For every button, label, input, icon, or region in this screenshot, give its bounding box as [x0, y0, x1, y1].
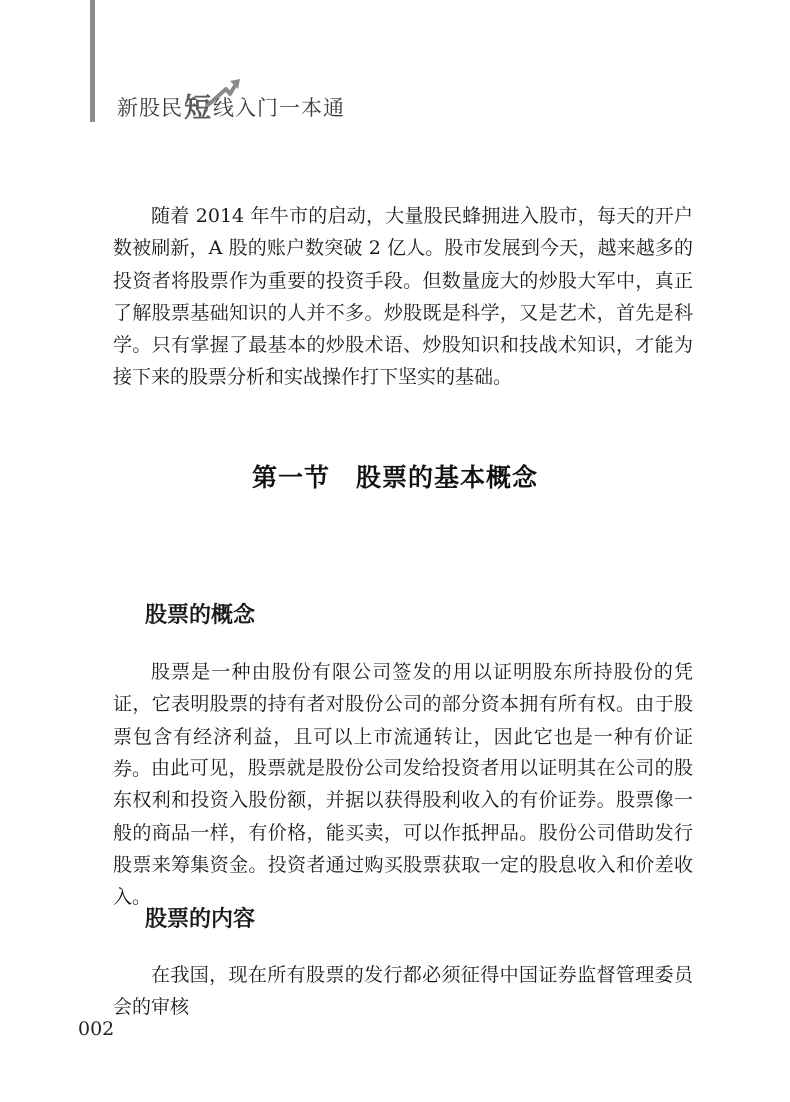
content-paragraph-1: 在我国，现在所有股票的发行都必须征得中国证券监督管理委员会的审核 [113, 964, 693, 1019]
page-number: 002 [78, 1018, 115, 1040]
concept-paragraph-1: 股票是一种由股份有限公司签发的用以证明股东所持股份的凭证，它表明股票的持有者对股份公司的部分资本拥有所有权。由于股票包含有经济利益，且可以上市流通转让，因此它也是一种有价证券。 [113, 661, 693, 780]
concept-paragraph-2: 由此可见，股票就是股份公司发给投资者用以证明其在公司的股东权利和投资入股份额，并据以获得股利收入的有价证券。股票像一般的商品一样，有价格，能买卖，可以作抵押品。股份公司借助发行股票来筹集资金。投资者通过购买股票获取一定的股息收入和价差收入。 [113, 757, 693, 909]
subsection-heading-content: 股票的内容 [145, 907, 256, 932]
subsection-heading-concept: 股票的概念 [145, 603, 256, 628]
header-side-bar [90, 0, 95, 122]
header-title-part2: 线入门一本通 [213, 96, 345, 120]
header-title-emphasis [184, 95, 212, 122]
intro-paragraph: 随着 2014 年牛市的启动，大量股民蜂拥进入股市，每天的开户数被刷新，A 股的账户数突破 2 亿人。股市发展到今天，越来越多的投资者将股票作为重要的投资手段。但数量庞大的炒股大军中，真正了解股票基础知识的人并不多。炒股既是科学，又是艺术，首先是科学。只有掌握了最基本的炒股术语、炒股知识和技战术知识，才能为接下来的股票分析和实战操作打下坚实的基础。 [113, 205, 693, 389]
section-title: 第一节 股票的基本概念 [251, 463, 538, 492]
rising-arrow-icon [206, 77, 242, 107]
running-header [117, 82, 345, 122]
header-title-part1: 新股民 [117, 96, 183, 120]
header-title-emph-char: 短 [184, 93, 212, 124]
